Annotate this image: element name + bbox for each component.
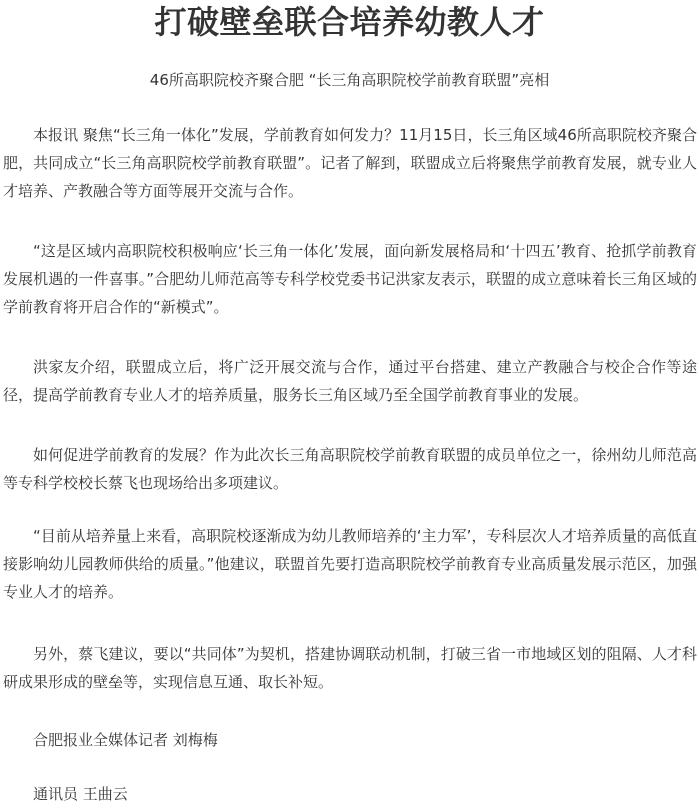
article-paragraph-4: 如何促进学前教育的发展？作为此次长三角高职院校学前教育联盟的成员单位之一，徐州幼儿师范高等专科学校校长蔡飞也现场给出多项建议。 <box>3 446 697 492</box>
article-paragraph-3: 洪家友介绍，联盟成立后，将广泛开展交流与合作，通过平台搭建、建立产教融合与校企合作等途径，提高学前教育专业人才的培养质量，服务长三角区域乃至全国学前教育事业的发展。 <box>3 358 697 404</box>
reporter-byline: 合肥报业全媒体记者 刘梅梅 <box>33 731 218 749</box>
article-paragraph-5: “目前从培养量上来看，高职院校逐渐成为幼儿教师培养的‘主力军’，专科层次人才培养质量的高低直接影响幼儿园教师供给的质量。”他建议，联盟首先要打造高职院校学前教育专业高质量发展示范区，加强专业人才的培养。 <box>3 527 697 601</box>
correspondent-byline: 通讯员 王曲云 <box>33 785 128 803</box>
article-paragraph-6: 另外，蔡飞建议，要以“共同体”为契机，搭建协调联动机制，打破三省一市地域区划的阻隔、人才科研成果形成的壁垒等，实现信息互通、取长补短。 <box>3 645 697 691</box>
article-paragraph-1: 本报讯 聚焦“长三角一体化”发展，学前教育如何发力？11月15日，长三角区域46所高职院校齐聚合肥，共同成立“长三角高职院校学前教育联盟”。记者了解到，联盟成立后将聚焦学前教育发展，就专业人才培养、产教融合等方面等展开交流与合作。 <box>3 126 697 200</box>
article-paragraph-2: “这是区域内高职院校积极响应‘长三角一体化’发展，面向新发展格局和‘十四五’教育、抢抓学前教育发展机遇的一件喜事。”合肥幼儿师范高等专科学校党委书记洪家友表示，联盟的成立意味着长三角区域的学前教育将开启合作的“新模式”。 <box>3 242 697 316</box>
article-title: 打破壁垒联合培养幼教人才 <box>154 3 545 41</box>
article-subtitle: 46所高职院校齐聚合肥 “长三角高职院校学前教育联盟”亮相 <box>149 71 550 89</box>
